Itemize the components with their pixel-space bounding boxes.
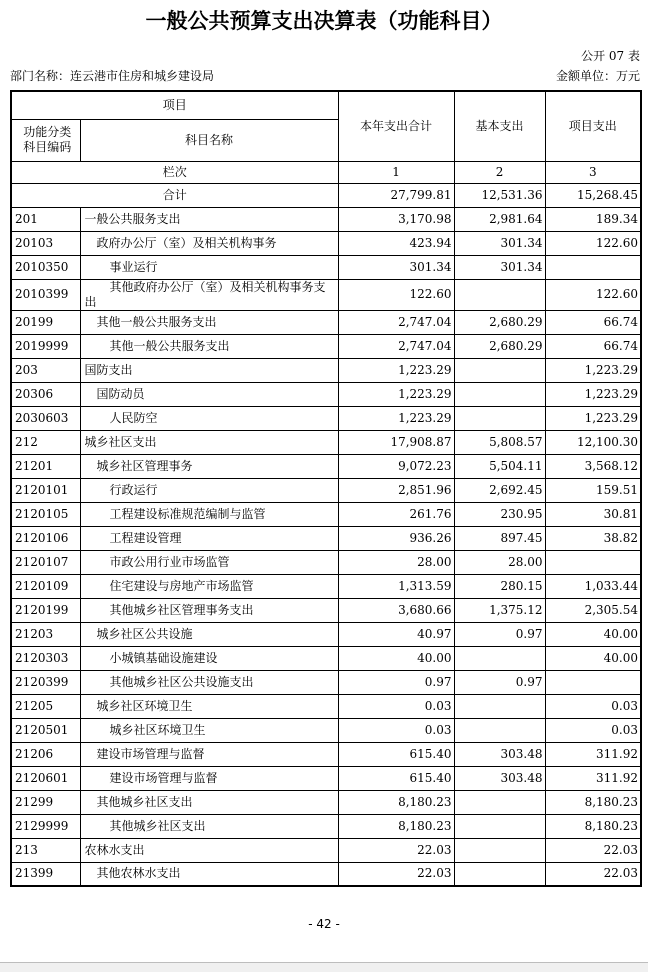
amount-basic-cell: 301.34 [454,231,545,255]
amount-basic-cell: 280.15 [454,574,545,598]
amount-project-cell: 311.92 [545,742,641,766]
table-row [11,526,641,550]
amount-basic-cell: 5,504.11 [454,454,545,478]
amount-basic-cell [454,382,545,406]
amount-basic-cell: 0.97 [454,670,545,694]
subject-name-cell: 其他一般公共服务支出 [80,310,338,334]
table-row [11,622,641,646]
amount-basic-cell [454,862,545,886]
table-row [11,598,641,622]
subject-name-cell: 城乡社区环境卫生 [80,718,338,742]
amount-project-cell: 3,568.12 [545,454,641,478]
amount-basic-cell: 28.00 [454,550,545,574]
page-break-strip [0,962,648,972]
amount-project-cell: 311.92 [545,766,641,790]
total-amount-basic-cell: 12,531.36 [454,183,545,207]
table-row [11,231,641,255]
code-cell: 2120399 [11,670,80,694]
amount-basic-cell: 2,981.64 [454,207,545,231]
subject-name-cell: 行政运行 [80,478,338,502]
table-row [11,207,641,231]
table-row [11,358,641,382]
table-header [11,91,641,183]
subject-name-cell: 城乡社区环境卫生 [80,694,338,718]
col-index-1: 1 [338,161,454,183]
col-index-2: 2 [454,161,545,183]
header-code-cell [11,119,80,161]
amount-basic-cell: 5,808.57 [454,430,545,454]
header-row-1 [11,91,641,119]
amount-total-cell: 8,180.23 [338,814,454,838]
col-index-3: 3 [545,161,641,183]
amount-total-cell: 9,072.23 [338,454,454,478]
amount-project-cell [545,255,641,279]
subject-name-cell: 城乡社区管理事务 [80,454,338,478]
code-cell: 2129999 [11,814,80,838]
amount-project-cell: 30.81 [545,502,641,526]
amount-project-cell [545,550,641,574]
amount-basic-cell [454,718,545,742]
amount-total-cell: 122.60 [338,279,454,310]
table-row [11,814,641,838]
code-cell: 2120101 [11,478,80,502]
header-project-cell: 项目支出 [545,91,641,161]
subject-name-cell: 城乡社区公共设施 [80,622,338,646]
amount-basic-cell: 0.97 [454,622,545,646]
amount-total-cell: 1,313.59 [338,574,454,598]
subject-name-cell: 其他城乡社区支出 [80,790,338,814]
amount-basic-cell: 2,692.45 [454,478,545,502]
amount-project-cell: 66.74 [545,310,641,334]
amount-project-cell: 1,223.29 [545,406,641,430]
subject-name-cell: 其他城乡社区管理事务支出 [80,598,338,622]
unit-label: 金额单位：万元 [555,69,640,83]
amount-project-cell: 122.60 [545,231,641,255]
code-cell: 2030603 [11,406,80,430]
subject-name-cell: 政府办公厅（室）及相关机构事务 [80,231,338,255]
amount-project-cell: 38.82 [545,526,641,550]
amount-basic-cell: 1,375.12 [454,598,545,622]
amount-project-cell: 40.00 [545,622,641,646]
subject-name-cell: 建设市场管理与监督 [80,742,338,766]
code-cell: 2120105 [11,502,80,526]
amount-project-cell: 2,305.54 [545,598,641,622]
amount-total-cell: 22.03 [338,862,454,886]
amount-project-cell: 66.74 [545,334,641,358]
amount-total-cell: 615.40 [338,766,454,790]
amount-project-cell: 12,100.30 [545,430,641,454]
header-code-line2: 科目编码 [23,140,72,154]
header-subject-name-cell: 科目名称 [80,119,338,161]
subject-name-cell: 市政公用行业市场监管 [80,550,338,574]
amount-total-cell: 40.97 [338,622,454,646]
subject-name-cell: 其他城乡社区支出 [80,814,338,838]
amount-project-cell: 40.00 [545,646,641,670]
amount-total-cell: 8,180.23 [338,790,454,814]
amount-basic-cell: 303.48 [454,766,545,790]
amount-basic-cell: 897.45 [454,526,545,550]
budget-table [10,90,642,887]
amount-project-cell: 1,223.29 [545,358,641,382]
amount-project-cell: 0.03 [545,718,641,742]
subject-name-cell: 农林水支出 [80,838,338,862]
total-row [11,183,641,207]
table-row [11,838,641,862]
subject-name-cell: 工程建设标准规范编制与监管 [80,502,338,526]
code-cell: 213 [11,838,80,862]
table-row [11,670,641,694]
amount-basic-cell: 2,680.29 [454,310,545,334]
form-code-label: 公开 07 表 [581,49,640,63]
meta-row [10,69,640,84]
code-cell: 2120601 [11,766,80,790]
subject-name-cell: 一般公共服务支出 [80,207,338,231]
table-row [11,279,641,310]
table-row [11,742,641,766]
code-cell: 201 [11,207,80,231]
code-cell: 20103 [11,231,80,255]
amount-total-cell: 615.40 [338,742,454,766]
table-row [11,646,641,670]
code-cell: 21205 [11,694,80,718]
amount-project-cell: 22.03 [545,838,641,862]
amount-basic-cell [454,646,545,670]
table-row [11,550,641,574]
code-cell: 203 [11,358,80,382]
header-code-line1: 功能分类 [23,125,72,139]
subject-name-cell: 城乡社区支出 [80,430,338,454]
amount-total-cell: 22.03 [338,838,454,862]
amount-project-cell: 159.51 [545,478,641,502]
amount-project-cell: 122.60 [545,279,641,310]
amount-basic-cell [454,279,545,310]
amount-basic-cell [454,694,545,718]
amount-total-cell: 0.97 [338,670,454,694]
code-cell: 2120501 [11,718,80,742]
department-name: 部门名称：连云港市住房和城乡建设局 [10,69,215,83]
table-row [11,382,641,406]
header-total-cell: 本年支出合计 [338,91,454,161]
amount-total-cell: 0.03 [338,694,454,718]
amount-project-cell: 189.34 [545,207,641,231]
amount-basic-cell: 2,680.29 [454,334,545,358]
table-body [11,183,641,886]
header-index-cell: 栏次 [11,161,338,183]
table-row [11,502,641,526]
table-row [11,478,641,502]
code-cell: 20306 [11,382,80,406]
amount-total-cell: 261.76 [338,502,454,526]
subject-name-cell: 国防支出 [80,358,338,382]
subject-name-cell: 建设市场管理与监督 [80,766,338,790]
subject-name-cell: 事业运行 [80,255,338,279]
header-item-cell: 项目 [11,91,338,119]
code-cell: 212 [11,430,80,454]
amount-basic-cell [454,790,545,814]
code-cell: 2120107 [11,550,80,574]
subject-name-cell: 住宅建设与房地产市场监管 [80,574,338,598]
subject-name-cell: 小城镇基础设施建设 [80,646,338,670]
amount-total-cell: 423.94 [338,231,454,255]
code-cell: 21299 [11,790,80,814]
subject-name-cell: 其他农林水支出 [80,862,338,886]
table-row [11,430,641,454]
amount-total-cell: 2,747.04 [338,334,454,358]
page-title: 一般公共预算支出决算表（功能科目） [145,8,503,33]
header-basic-cell: 基本支出 [454,91,545,161]
code-cell: 21206 [11,742,80,766]
table-row [11,454,641,478]
code-cell: 2120109 [11,574,80,598]
amount-total-cell: 0.03 [338,718,454,742]
amount-project-cell: 1,223.29 [545,382,641,406]
amount-project-cell: 8,180.23 [545,814,641,838]
amount-total-cell: 1,223.29 [338,382,454,406]
amount-basic-cell: 230.95 [454,502,545,526]
table-row [11,334,641,358]
code-cell: 2120199 [11,598,80,622]
code-cell: 21203 [11,622,80,646]
amount-total-cell: 1,223.29 [338,358,454,382]
header-row-index [11,161,641,183]
subject-name-cell: 其他政府办公厅（室）及相关机构事务支出 [80,279,338,310]
table-row [11,574,641,598]
code-cell: 2010399 [11,279,80,310]
amount-total-cell: 2,747.04 [338,310,454,334]
table-row [11,694,641,718]
amount-total-cell: 936.26 [338,526,454,550]
code-cell: 20199 [11,310,80,334]
amount-total-cell: 17,908.87 [338,430,454,454]
amount-basic-cell [454,406,545,430]
subject-name-cell: 工程建设管理 [80,526,338,550]
code-cell: 21399 [11,862,80,886]
amount-basic-cell: 303.48 [454,742,545,766]
table-row [11,310,641,334]
subject-name-cell: 其他一般公共服务支出 [80,334,338,358]
total-amount-total-cell: 27,799.81 [338,183,454,207]
page-number: - 42 - [308,917,340,931]
amount-total-cell: 301.34 [338,255,454,279]
code-cell: 2010350 [11,255,80,279]
amount-total-cell: 28.00 [338,550,454,574]
amount-total-cell: 1,223.29 [338,406,454,430]
table-row [11,718,641,742]
amount-basic-cell [454,838,545,862]
total-row-label: 合计 [11,183,338,207]
amount-total-cell: 40.00 [338,646,454,670]
amount-project-cell: 8,180.23 [545,790,641,814]
amount-project-cell: 1,033.44 [545,574,641,598]
subject-name-cell: 国防动员 [80,382,338,406]
code-cell: 21201 [11,454,80,478]
table-row [11,862,641,886]
code-cell: 2120106 [11,526,80,550]
amount-basic-cell [454,814,545,838]
amount-project-cell [545,670,641,694]
table-row [11,790,641,814]
amount-total-cell: 3,680.66 [338,598,454,622]
amount-project-cell: 22.03 [545,862,641,886]
table-row [11,766,641,790]
amount-basic-cell [454,358,545,382]
table-row [11,255,641,279]
table-row [11,406,641,430]
total-amount-project-cell: 15,268.45 [545,183,641,207]
amount-total-cell: 2,851.96 [338,478,454,502]
code-cell: 2120303 [11,646,80,670]
amount-basic-cell: 301.34 [454,255,545,279]
subject-name-cell: 人民防空 [80,406,338,430]
amount-total-cell: 3,170.98 [338,207,454,231]
subject-name-cell: 其他城乡社区公共设施支出 [80,670,338,694]
amount-project-cell: 0.03 [545,694,641,718]
code-cell: 2019999 [11,334,80,358]
